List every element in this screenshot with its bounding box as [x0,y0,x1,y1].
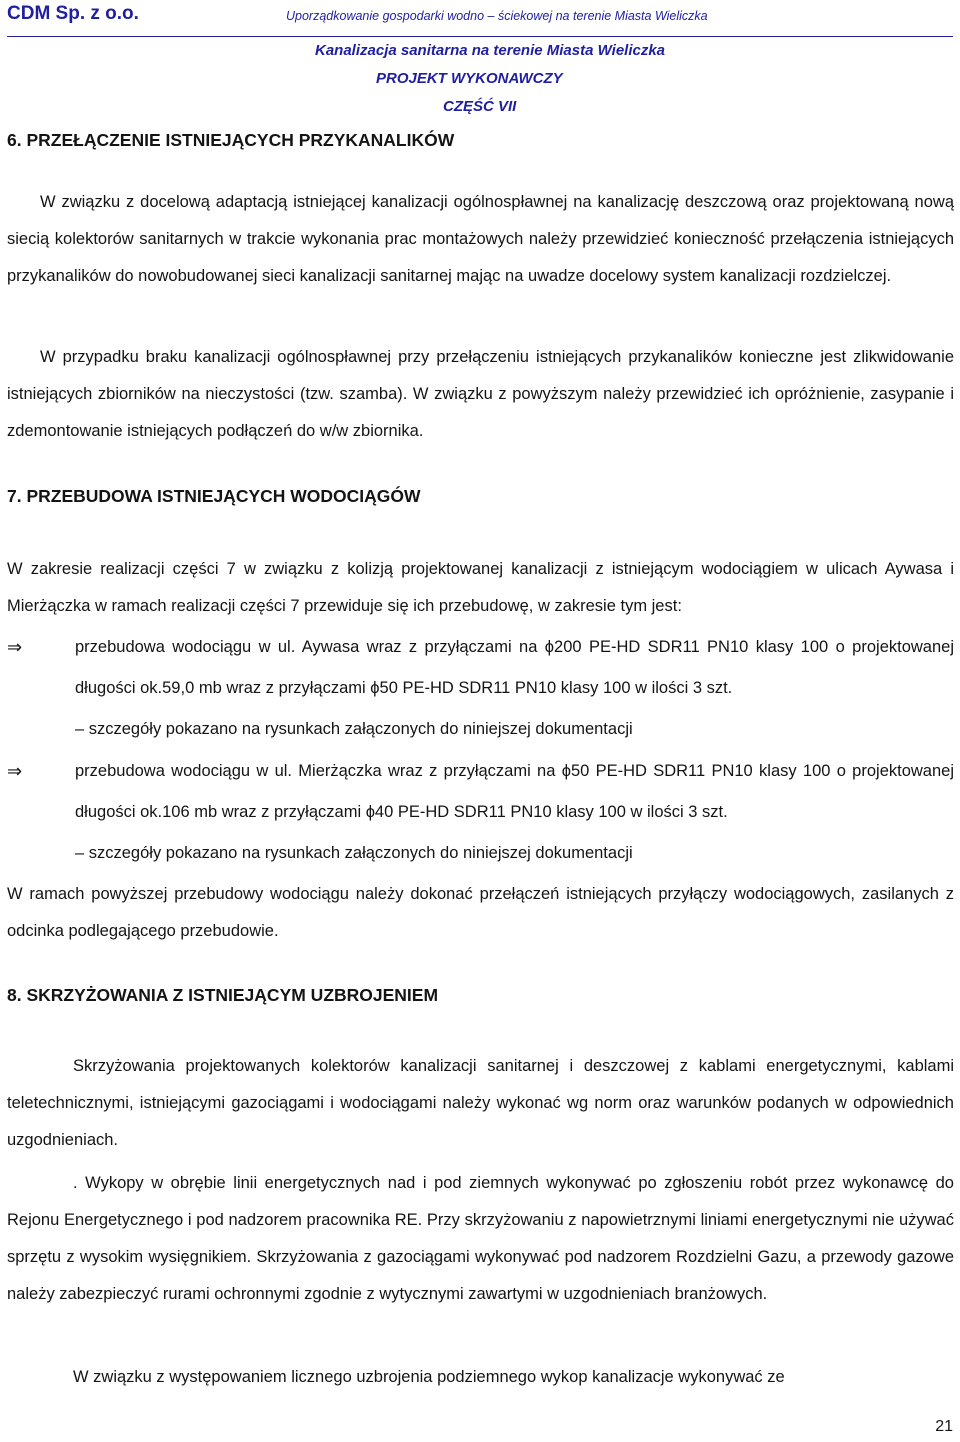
header-title: Kanalizacja sanitarna na terenie Miasta Wieliczka [315,42,666,59]
right-arrow-icon: ⇒ [7,761,23,781]
header-description: Uporządkowanie gospodarki wodno – ściekowej na terenie Miasta Wieliczka [286,9,708,23]
header-part: CZĘŚĆ VII [443,98,517,115]
section-6-paragraph-2: W przypadku braku kanalizacji ogólnospławnej przy przełączeniu istniejących przykanalików konieczne jest zlikwidowanie istniejących zbiorników na nieczystości (tzw. szamba). W związku z powyższym należy przewidzieć ich opróżnienie, zasypanie i zdemontowanie istniejących podłączeń do w/w zbiornika. [7,348,954,440]
header-company: CDM Sp. z o.o. [7,3,139,24]
bullet-item-text: przebudowa wodociągu w ul. Aywasa wraz z przyłączami na ϕ200 PE-HD SDR11 PN10 klasy 100 o projektowanej długości ok.59,0 mb wraz z przyłączami ϕ50 PE-HD SDR11 PN10 klasy 100 w ilości 3 szt. [75,638,954,697]
section-7-heading: 7. PRZEBUDOWA ISTNIEJĄCYCH WODOCIĄGÓW [7,486,421,506]
header-divider [7,36,953,37]
bullet-item-2 [7,751,954,874]
section-6-paragraph-1: W związku z docelową adaptacją istniejącej kanalizacji ogólnospławnej na kanalizację deszczową oraz projektowaną nową siecią kolektorów sanitarnych w trakcie wykonania prac montażowych należy przewidzieć konieczność przełączenia istniejących przykanalików do nowobudowanej sieci kanalizacji sanitarnej mając na uwadze docelowy system kanalizacji rozdzielczej. [7,193,954,285]
bullet-item-note: – szczegóły pokazano na rysunkach załączonych do niniejszej dokumentacji [75,720,633,738]
section-8-heading: 8. SKRZYŻOWANIA Z ISTNIEJĄCYM UZBROJENIEM [7,985,439,1005]
section-8-paragraph-2: . Wykopy w obrębie linii energetycznych nad i pod ziemnych wykonywać po zgłoszeniu robót przez wykonawcę do Rejonu Energetycznego i pod nadzorem pracownika RE. Przy skrzyżowaniu z napowietrznymi liniami energetycznymi nie używać sprzętu z wysokim wysięgnikiem. Skrzyżowania z gazociągami wykonywać pod nadzorem Rozdzielni Gazu, a przewody gazowe należy zabezpieczyć rurami ochronnymi zgodnie z wytycznymi zawartymi w uzgodnieniach branżowych. [7,1174,954,1303]
bullet-item-note: – szczegóły pokazano na rysunkach załączonych do niniejszej dokumentacji [75,844,633,862]
bullet-item-1 [7,627,954,750]
section-7-intro: W zakresie realizacji części 7 w związku z kolizją projektowanej kanalizacji z istniejącym wodociągiem w ulicach Aywasa i Mierżączka w ramach realizacji części 7 przewiduje się ich przebudowę, w zakresie tym jest: [7,560,954,615]
header-project: PROJEKT WYKONAWCZY [376,70,563,87]
section-8-paragraph-3: W związku z występowaniem licznego uzbrojenia podziemnego wykop kanalizacje wykonywać ze [73,1368,785,1386]
section-8-paragraph-1: Skrzyżowania projektowanych kolektorów kanalizacji sanitarnej i deszczowej z kablami energetycznymi, kablami teletechnicznymi, istniejącymi gazociągami i wodociągami należy wykonać wg norm oraz warunków podanych w odpowiednich uzgodnieniach. [7,1057,954,1149]
section-6-heading: 6. PRZEŁĄCZENIE ISTNIEJĄCYCH PRZYKANALIKÓW [7,130,455,150]
section-7-outro: W ramach powyższej przebudowy wodociągu należy dokonać przełączeń istniejących przyłączy wodociągowych, zasilanych z odcinka podlegającego przebudowie. [7,885,954,940]
page-number: 21 [935,1418,953,1435]
right-arrow-icon: ⇒ [7,637,23,657]
bullet-item-text: przebudowa wodociągu w ul. Mierżączka wraz z przyłączami na ϕ50 PE-HD SDR11 PN10 klasy 100 o projektowanej długości ok.106 mb wraz z przyłączami ϕ40 PE-HD SDR11 PN10 klasy 100 w ilości 3 szt. [75,762,954,821]
